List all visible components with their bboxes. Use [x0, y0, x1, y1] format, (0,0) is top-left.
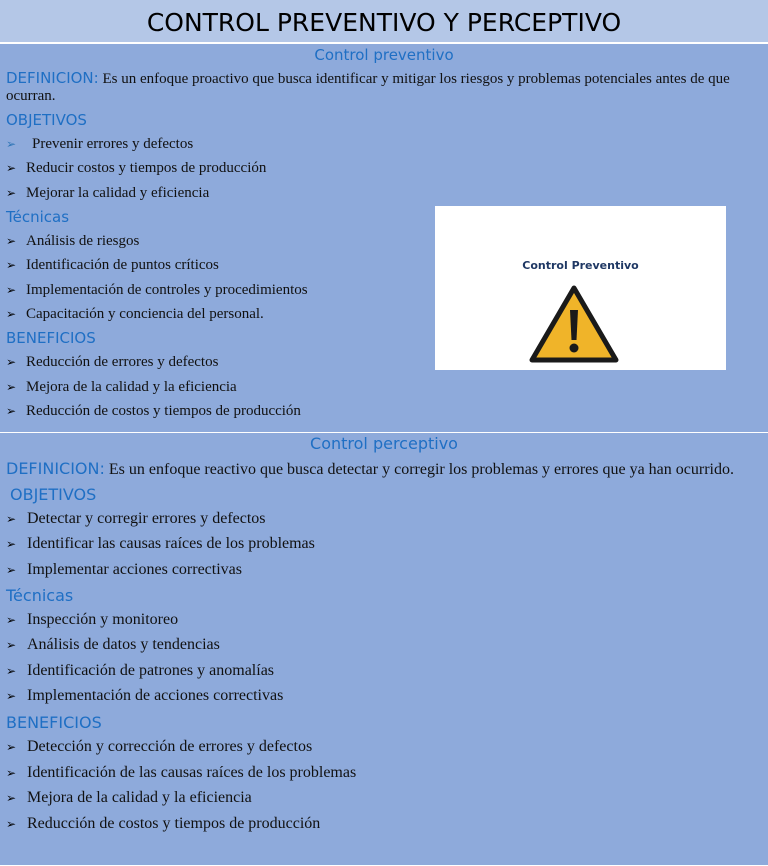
list-item: ➢ Identificación de patrones y anomalías: [6, 662, 275, 679]
tecnicas-heading: Técnicas: [6, 586, 74, 605]
image-caption: Control Preventivo: [522, 259, 639, 272]
list-item: ➢ Mejora de la calidad y la eficiencia: [6, 789, 252, 806]
list-item: ➢ Reducción de costos y tiempos de producción: [6, 815, 321, 832]
arrow-bullet-icon: ➢: [6, 689, 17, 703]
list-item: ➢ Detección y corrección de errores y defectos: [6, 738, 313, 755]
list-item: ➢ Implementar acciones correctivas: [6, 561, 242, 578]
objetivos-heading: OBJETIVOS: [10, 485, 97, 504]
arrow-bullet-icon: ➢: [6, 380, 17, 394]
arrow-bullet-icon: ➢: [6, 537, 17, 551]
arrow-bullet-icon: ➢: [6, 283, 17, 297]
preventive-panel-title: Control preventivo: [314, 46, 454, 64]
perceptive-panel-title: Control perceptivo: [310, 434, 458, 453]
perceptive-definition: [6, 460, 750, 478]
arrow-bullet-icon: ➢: [6, 404, 17, 418]
page-title: CONTROL PREVENTIVO Y PERCEPTIVO: [0, 0, 768, 42]
arrow-bullet-icon: ➢: [6, 766, 17, 780]
list-item: ➢ Identificar las causas raíces de los problemas: [6, 535, 315, 552]
perceptive-panel: [0, 433, 768, 865]
tecnicas-heading: Técnicas: [6, 208, 70, 226]
list-item: ➢ Mejora de la calidad y la eficiencia: [6, 379, 237, 395]
arrow-bullet-icon: ➢: [6, 161, 17, 175]
arrow-bullet-icon: ➢: [6, 512, 17, 526]
arrow-bullet-icon: ➢: [6, 664, 17, 678]
warning-triangle-icon: [528, 284, 620, 364]
arrow-bullet-icon: ➢: [6, 137, 17, 151]
arrow-bullet-icon: ➢: [6, 307, 17, 321]
list-item: ➢ Análisis de datos y tendencias: [6, 636, 220, 653]
list-item: ➢ Reducción de errores y defectos: [6, 354, 219, 370]
beneficios-heading: BENEFICIOS: [6, 713, 102, 732]
arrow-bullet-icon: ➢: [6, 817, 17, 831]
preventive-panel: [0, 44, 768, 432]
list-item: ➢ Prevenir errores y defectos: [6, 136, 194, 152]
list-item: ➢ Capacitación y conciencia del personal.: [6, 306, 264, 322]
definition-text: Es un enfoque proactivo que busca identificar y mitigar los riesgos y problemas potenciales antes de que ocurran.: [6, 71, 730, 104]
preventive-definition: [6, 70, 750, 105]
list-item: ➢ Inspección y monitoreo: [6, 611, 179, 628]
definition-label: DEFINICION:: [6, 459, 105, 478]
arrow-bullet-icon: ➢: [6, 186, 17, 200]
beneficios-heading: BENEFICIOS: [6, 329, 96, 347]
list-item: ➢ Identificación de las causas raíces de los problemas: [6, 764, 357, 781]
arrow-bullet-icon: ➢: [6, 563, 17, 577]
definition-text: Es un enfoque reactivo que busca detectar y corregir los problemas y errores que ya han ocurrido.: [104, 461, 734, 478]
list-item: ➢ Implementación de controles y procedimientos: [6, 282, 308, 298]
definition-label: DEFINICION:: [6, 69, 99, 87]
objetivos-heading: OBJETIVOS: [6, 111, 87, 129]
list-item: ➢ Análisis de riesgos: [6, 233, 140, 249]
list-item: ➢ Implementación de acciones correctivas: [6, 687, 284, 704]
arrow-bullet-icon: ➢: [6, 355, 17, 369]
list-item: ➢ Mejorar la calidad y eficiencia: [6, 185, 210, 201]
arrow-bullet-icon: ➢: [6, 258, 17, 272]
list-item: ➢ Reducir costos y tiempos de producción: [6, 160, 267, 176]
list-item: ➢ Identificación de puntos críticos: [6, 257, 219, 273]
list-item: ➢ Reducción de costos y tiempos de producción: [6, 403, 301, 419]
arrow-bullet-icon: ➢: [6, 740, 17, 754]
control-preventivo-image: [435, 206, 726, 370]
arrow-bullet-icon: ➢: [6, 234, 17, 248]
arrow-bullet-icon: ➢: [6, 791, 17, 805]
list-item: ➢ Detectar y corregir errores y defectos: [6, 510, 266, 527]
arrow-bullet-icon: ➢: [6, 638, 17, 652]
arrow-bullet-icon: ➢: [6, 613, 17, 627]
